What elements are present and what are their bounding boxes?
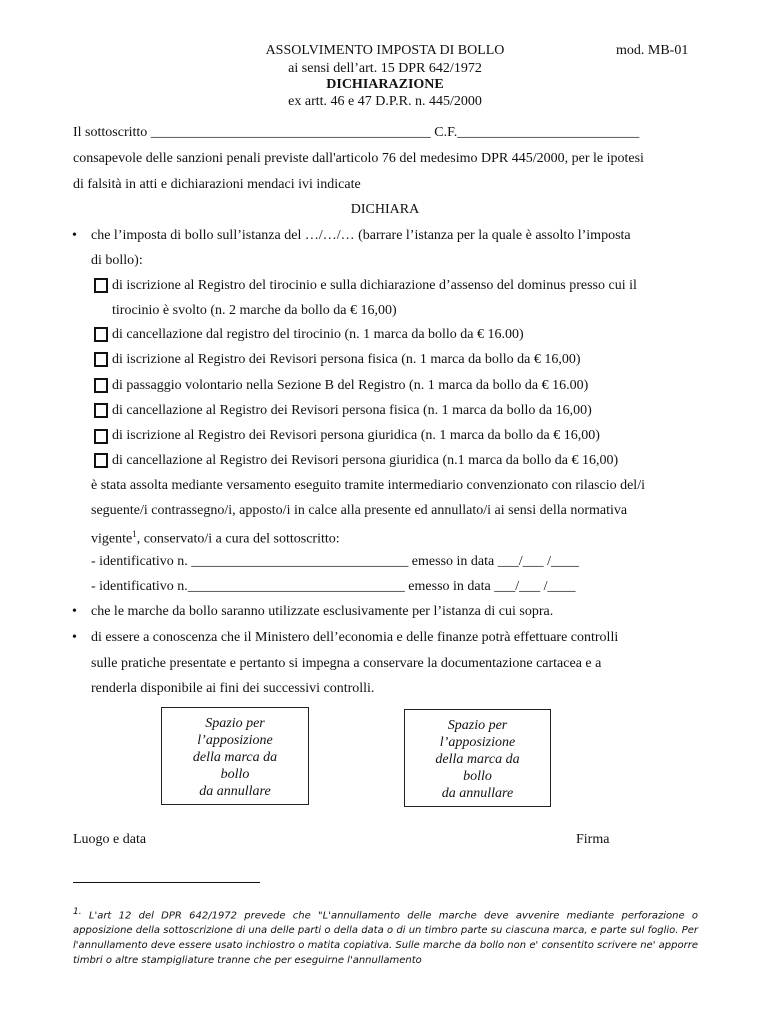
subtitle-articles: ex artt. 46 e 47 D.P.R. n. 445/2000: [288, 94, 482, 109]
subtitle-declaration: DICHIARAZIONE: [326, 77, 444, 92]
stamp-text: bollo: [220, 767, 250, 782]
footnote-number: 1.: [73, 907, 82, 917]
signatory-line[interactable]: Il sottoscritto ________________________________________ C.F.__________________________: [73, 125, 640, 140]
identificativo-field-2[interactable]: - identificativo n._______________________________ emesso in data ___/___ /____: [91, 579, 576, 594]
bullet-icon: •: [72, 228, 77, 243]
option-label: di passaggio volontario nella Sezione B del Registro (n. 1 marca da bollo da € 16.00): [112, 378, 589, 393]
subtitle-law: ai sensi dell’art. 15 DPR 642/1972: [288, 61, 482, 76]
option-label: di iscrizione al Registro dei Revisori persona fisica (n. 1 marca da bollo da € 16,00): [112, 352, 581, 367]
checkbox-passaggio-sezione-b[interactable]: [94, 378, 108, 393]
assolta-vigente: vigente: [91, 531, 133, 547]
assolta-conservato: , conservato/i a cura del sottoscritto:: [136, 531, 340, 547]
stamp-text: della marca da: [192, 750, 278, 765]
checkbox-iscrizione-revisori-fisica[interactable]: [94, 352, 108, 367]
option-label: di iscrizione al Registro dei Revisori persona giuridica (n. 1 marca da bollo da € 16,00): [112, 428, 600, 443]
bullet-icon: •: [72, 604, 77, 619]
option-label-cont: tirocinio è svolto (n. 2 marche da bollo da € 16,00): [112, 303, 397, 318]
stamp-text: l’apposizione: [197, 733, 273, 748]
stamp-text: bollo: [463, 769, 492, 784]
bullet-icon: •: [72, 630, 77, 645]
stamp-text: della marca da: [435, 752, 520, 767]
footnote-divider: [73, 882, 260, 883]
dichiara-heading: DICHIARA: [350, 202, 420, 217]
bullet3-line-2: sulle pratiche presentate e pertanto si impegna a conservare la documentazione cartacea e a: [91, 656, 602, 671]
intro-line-2: consapevole delle sanzioni penali previste dall'articolo 76 del medesimo DPR 445/2000, per le ipotesi: [73, 151, 644, 166]
stamp-text: Spazio per: [447, 718, 508, 733]
stamp-text: da annullare: [199, 784, 271, 799]
stamp-box-right: [404, 709, 551, 807]
checkbox-cancellazione-revisori-fisica[interactable]: [94, 403, 108, 418]
bullet1-line-1: che l’imposta di bollo sull’istanza del …/…/… (barrare l’istanza per la quale è assolto l’imposta: [91, 228, 631, 243]
footnote-text: L'art 12 del DPR 642/1972 prevede che "L'annullamento delle marche deve avvenire mediante perforazione o apposizione della sottoscrizione di una delle parti o della data o di un timbro parte su ciascuna marca, e parte sul foglio. Per l'annullamento deve essere usato inchiostro o matita copiativa. Sulle marche da bollo non e' consentito scrivere ne' apporre timbri o altre stampigliature tranne che per eseguirne l'annullamento: [73, 910, 698, 967]
intro-line-3: di falsità in atti e dichiarazioni mendaci ivi indicate: [73, 177, 361, 192]
bullet1-line-2: di bollo):: [91, 253, 143, 268]
option-label: di cancellazione dal registro del tirocinio (n. 1 marca da bollo da € 16.00): [112, 327, 524, 342]
bullet2-text: che le marche da bollo saranno utilizzate esclusivamente per l’istanza di cui sopra.: [91, 604, 554, 619]
assolta-line-3: [91, 529, 716, 548]
stamp-text: Spazio per: [205, 716, 265, 731]
option-label: di iscrizione al Registro del tirocinio e sulla dichiarazione d’assenso del dominus presso cui il: [112, 278, 637, 293]
identificativo-field-1[interactable]: - identificativo n. _______________________________ emesso in data ___/___ /____: [91, 554, 580, 569]
option-label: di cancellazione al Registro dei Revisori persona giuridica (n.1 marca da bollo da € 16,00): [112, 453, 619, 468]
model-code: mod. MB-01: [616, 43, 689, 58]
footnote-ref: 1: [132, 529, 137, 539]
stamp-box-left: [161, 707, 309, 805]
bullet3-line-3: renderla disponibile ai fini dei successivi controlli.: [91, 681, 375, 696]
footnote: [73, 905, 698, 968]
assolta-line-2: seguente/i contrassegno/i, apposto/i in calce alla presente ed annullato/i ai sensi della normativa: [91, 503, 628, 518]
checkbox-iscrizione-revisori-giuridica[interactable]: [94, 429, 108, 444]
luogo-data-label: Luogo e data: [73, 832, 147, 847]
option-label: di cancellazione al Registro dei Revisori persona fisica (n. 1 marca da bollo da 16,00): [112, 403, 592, 418]
document-title: ASSOLVIMENTO IMPOSTA DI BOLLO: [265, 43, 505, 58]
checkbox-cancellazione-revisori-giuridica[interactable]: [94, 453, 108, 468]
checkbox-cancellazione-tirocinio[interactable]: [94, 327, 108, 342]
stamp-text: l’apposizione: [439, 735, 516, 750]
assolta-line-1: è stata assolta mediante versamento eseguito tramite intermediario convenzionato con rilascio del/i: [91, 478, 645, 493]
bullet3-line-1: di essere a conoscenza che il Ministero dell’economia e delle finanze potrà effettuare controlli: [91, 630, 619, 645]
stamp-text: da annullare: [441, 786, 514, 801]
firma-label: Firma: [576, 832, 610, 847]
checkbox-iscrizione-tirocinio[interactable]: [94, 278, 108, 293]
